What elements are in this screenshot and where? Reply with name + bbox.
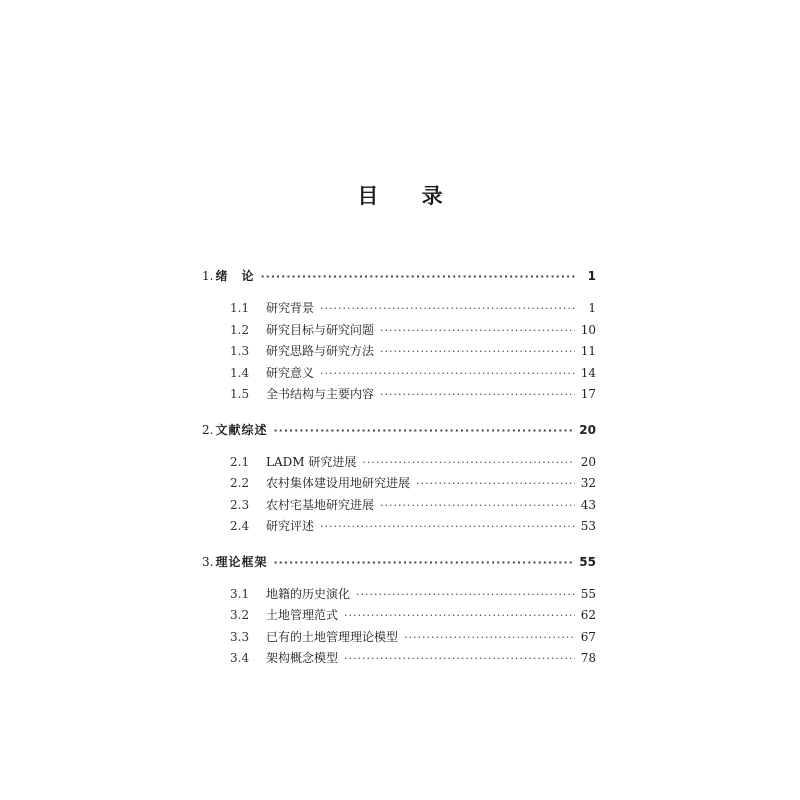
toc-entry-number: 1. (202, 269, 214, 283)
toc-chapter-entry[interactable] (202, 420, 596, 440)
toc-entry-number: 1.1 (230, 301, 250, 315)
toc-dot-leader (416, 473, 575, 495)
toc-dot-leader (356, 584, 575, 606)
toc-entry-number: 3.2 (230, 608, 250, 622)
toc-section-entry[interactable] (202, 452, 596, 474)
toc-entry-number: 2. (202, 422, 214, 437)
toc-chapter-entry[interactable] (202, 552, 596, 572)
toc-dot-leader (380, 384, 575, 406)
page-title: 目 录 (357, 184, 461, 208)
toc-section-entry[interactable] (202, 298, 596, 320)
toc-dot-leader (362, 452, 574, 474)
toc-entry-page-number: 67 (580, 629, 596, 644)
toc-entry-number: 2.2 (230, 476, 250, 490)
toc-entry-title: 全书结构与主要内容 (266, 387, 375, 401)
toc-section-entry[interactable] (202, 473, 596, 495)
toc-entry-title: 研究意义 (266, 365, 315, 380)
toc-entry-number: 2.1 (230, 454, 250, 469)
toc-section-entry[interactable] (202, 648, 596, 670)
toc-entry-page-number: 62 (580, 608, 596, 622)
toc-section-entry[interactable] (202, 605, 596, 627)
toc-entry-page-number: 1 (588, 301, 596, 315)
toc-entry-number: 1.2 (230, 322, 250, 337)
toc-dot-leader (380, 341, 575, 363)
toc-entry-number: 3. (202, 554, 214, 569)
toc-entry-page-number: 17 (580, 387, 596, 401)
toc-entry-title: 架构概念模型 (266, 651, 339, 665)
toc-entry-page-number: 78 (580, 651, 596, 665)
toc-entry-title: 农村宅基地研究进展 (266, 497, 375, 512)
toc-entry-number: 2.3 (230, 497, 250, 512)
toc-dot-leader (404, 627, 575, 649)
toc-dot-leader (380, 320, 575, 342)
toc-entry-title: 文献综述 (215, 422, 268, 437)
toc-entry-title: 已有的土地管理理论模型 (266, 629, 399, 644)
toc-section-entry[interactable] (202, 627, 596, 649)
toc-entry-title: 理论框架 (215, 554, 268, 569)
toc-entry-page-number: 55 (579, 554, 596, 569)
toc-section-entry[interactable] (202, 363, 596, 385)
toc-entry-title: 研究目标与研究问题 (266, 322, 375, 337)
toc-section-entry[interactable] (202, 495, 596, 517)
toc-entry-title: 土地管理范式 (266, 608, 339, 622)
toc-dot-leader (273, 553, 573, 573)
toc-entry-number: 3.4 (230, 651, 250, 665)
toc-entry-page-number: 20 (580, 454, 596, 469)
toc-entry-title: 研究思路与研究方法 (266, 344, 375, 358)
toc-entry-number: 3.1 (230, 586, 250, 601)
toc-entry-number: 1.3 (230, 344, 250, 358)
toc-entry-page-number: 10 (580, 322, 596, 337)
toc-dot-leader (344, 605, 575, 627)
toc-section-entry[interactable] (202, 320, 596, 342)
toc-entry-number: 1.4 (230, 365, 250, 380)
toc-dot-leader (320, 298, 576, 320)
toc-entry-page-number: 43 (580, 497, 596, 512)
toc-entry-title: 绪 论 (215, 269, 255, 283)
toc-dot-leader (273, 421, 573, 441)
toc-entry-page-number: 32 (580, 476, 596, 490)
toc-section-entry[interactable] (202, 516, 596, 538)
toc-dot-leader (320, 363, 575, 385)
toc-dot-leader (380, 495, 575, 517)
toc-entry-page-number: 20 (579, 422, 596, 437)
toc-entry-page-number: 11 (580, 344, 596, 358)
toc-entry-title: 研究评述 (266, 519, 315, 533)
toc-section-entry[interactable] (202, 341, 596, 363)
toc-section-entry[interactable] (202, 384, 596, 406)
toc-entry-page-number: 14 (580, 365, 596, 380)
toc-dot-leader (260, 267, 576, 287)
toc-entry-number: 1.5 (230, 387, 250, 401)
table-of-contents (202, 258, 596, 670)
toc-entry-title: LADM 研究进展 (266, 454, 357, 469)
toc-entry-title: 地籍的历史演化 (266, 586, 351, 601)
toc-entry-page-number: 1 (587, 269, 596, 283)
toc-entry-number: 2.4 (230, 519, 250, 533)
toc-dot-leader (320, 516, 575, 538)
toc-entry-title: 农村集体建设用地研究进展 (266, 476, 411, 490)
toc-dot-leader (344, 648, 575, 670)
toc-entry-number: 3.3 (230, 629, 250, 644)
toc-entry-page-number: 53 (580, 519, 596, 533)
toc-section-entry[interactable] (202, 584, 596, 606)
toc-entry-page-number: 55 (580, 586, 596, 601)
toc-chapter-entry[interactable] (202, 266, 596, 286)
toc-entry-title: 研究背景 (266, 301, 315, 315)
